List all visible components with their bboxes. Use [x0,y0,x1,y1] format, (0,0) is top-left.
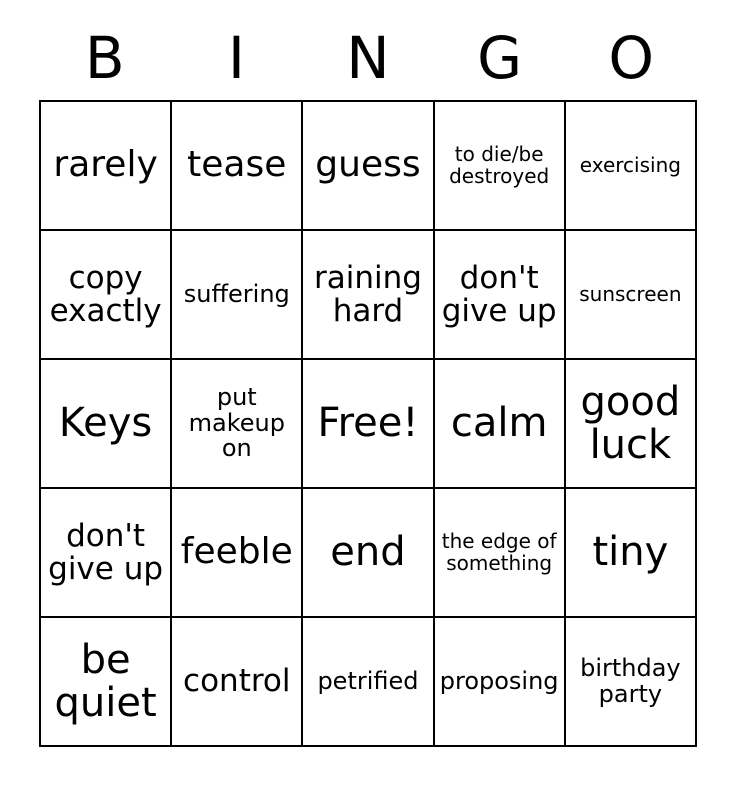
bingo-row [40,359,696,488]
bingo-cell[interactable] [171,617,302,746]
bingo-cell-text: put makeup on [188,383,285,463]
bingo-cell[interactable] [434,359,565,488]
bingo-cell[interactable] [565,101,696,230]
bingo-row [40,230,696,359]
bingo-cell-text: rarely [53,144,158,186]
bingo-cell[interactable] [171,101,302,230]
header-letter-n: N [346,24,390,92]
bingo-cell[interactable] [40,359,171,488]
header-letter-g: G [477,24,523,92]
bingo-cell-text: don't give up [441,259,557,329]
bingo-cell[interactable] [434,617,565,746]
bingo-cell[interactable] [565,617,696,746]
bingo-cell[interactable] [171,359,302,488]
bingo-cell-text: proposing [439,666,559,695]
bingo-cell-text: end [330,529,406,576]
bingo-cell[interactable] [565,230,696,359]
bingo-cell-text: raining hard [313,259,422,329]
bingo-cell[interactable] [302,488,433,617]
header-letter-b: B [84,24,125,92]
bingo-cell[interactable] [40,617,171,746]
bingo-cell-text: copy exactly [49,259,162,329]
bingo-cell[interactable] [40,488,171,617]
bingo-cell[interactable] [171,488,302,617]
bingo-cell[interactable] [40,230,171,359]
bingo-cell[interactable] [434,230,565,359]
bingo-cell-text: tiny [592,529,669,576]
bingo-cell[interactable] [171,230,302,359]
bingo-cell-text: petrified [317,666,419,695]
header-letter-o: O [608,24,654,92]
bingo-row [40,488,696,617]
bingo-cell-text: be quiet [54,637,157,726]
bingo-cell-text: guess [315,144,421,186]
bingo-grid-wrapper [39,100,697,747]
bingo-cell-text: don't give up [48,517,164,587]
bingo-cell-text: Free! [317,400,419,447]
bingo-cell-text: control [183,663,291,700]
bingo-cell[interactable] [302,101,433,230]
bingo-cell[interactable] [302,617,433,746]
bingo-cell-text: the edge of something [441,529,557,575]
bingo-cell-text: tease [187,144,287,186]
bingo-header [39,0,697,90]
bingo-cell[interactable] [434,488,565,617]
bingo-cell-text: feeble [180,531,293,573]
bingo-row [40,617,696,746]
bingo-cell-text: good luck [580,379,681,468]
bingo-cell[interactable] [565,488,696,617]
bingo-cell[interactable] [302,230,433,359]
bingo-grid [39,100,697,747]
bingo-cell-text: sunscreen [579,281,682,306]
bingo-cell-text: calm [450,400,548,447]
bingo-cell-text: Keys [58,400,153,447]
bingo-cell-text: to die/be destroyed [449,142,550,188]
bingo-cell[interactable] [565,359,696,488]
bingo-cell-text: exercising [579,152,681,177]
bingo-cell-free[interactable] [302,359,433,488]
bingo-cell[interactable] [434,101,565,230]
bingo-cell[interactable] [40,101,171,230]
bingo-cell-text: suffering [183,279,290,308]
header-letter-i: I [227,24,245,92]
bingo-row [40,101,696,230]
bingo-cell-text: birthday party [580,654,681,708]
